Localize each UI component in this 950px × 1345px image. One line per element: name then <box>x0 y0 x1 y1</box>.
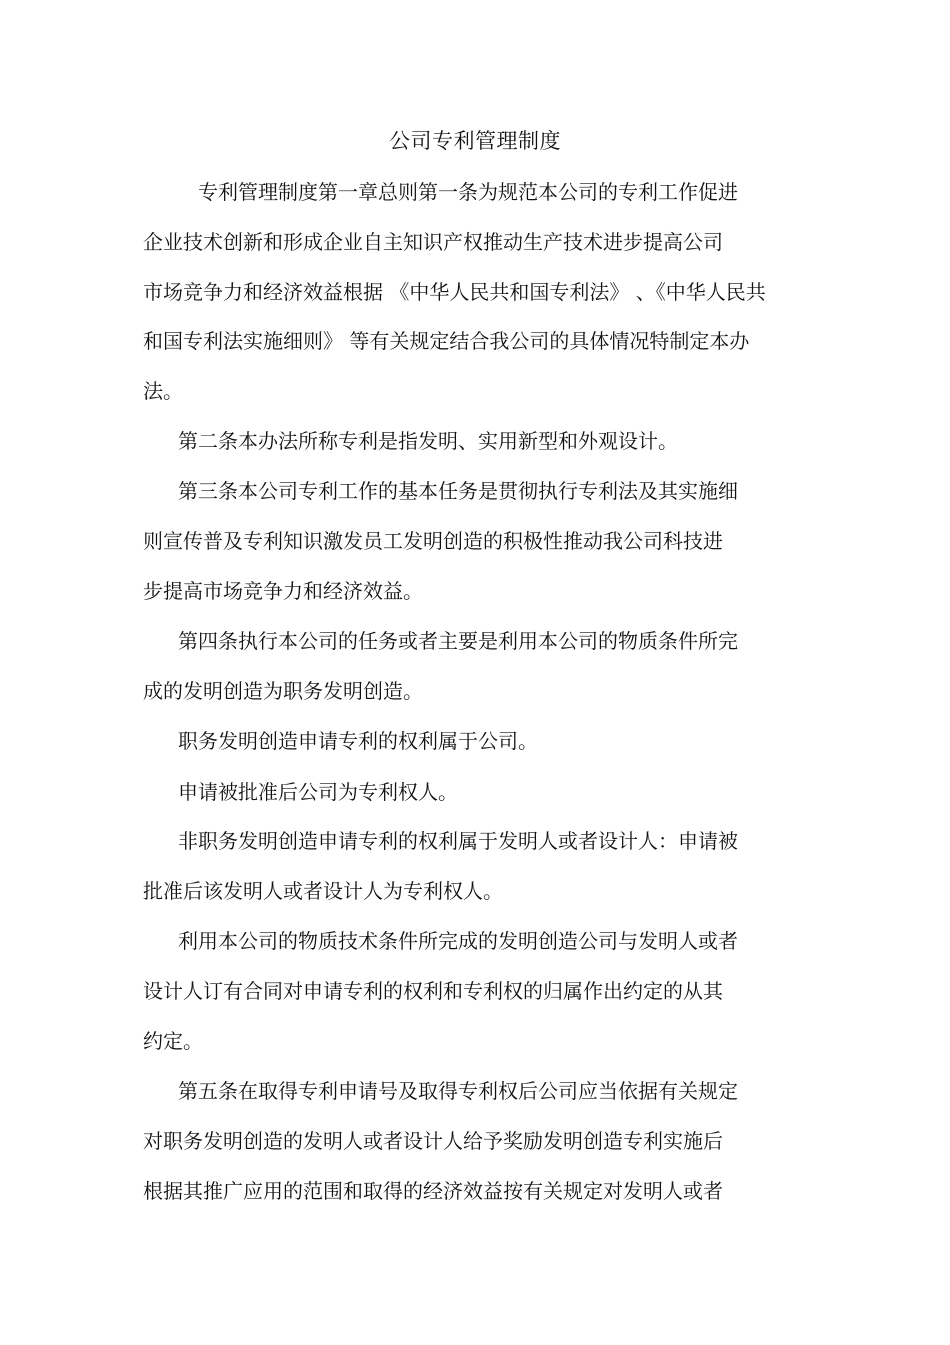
body-line-1: 专利管理制度第一章总则第一条为规范本公司的专利工作促进 <box>198 180 738 204</box>
body-line-6: 第二条本办法所称专利是指发明、实用新型和外观设计。 <box>178 429 678 453</box>
body-line-10: 第四条执行本公司的任务或者主要是利用本公司的物质条件所完 <box>178 629 738 653</box>
body-line-4: 和国专利法实施细则》 等有关规定结合我公司的具体情况特制定本办 <box>143 329 750 353</box>
body-line-13: 申请被批准后公司为专利权人。 <box>178 780 458 804</box>
body-line-20: 对职务发明创造的发明人或者设计人给予奖励发明创造专利实施后 <box>143 1129 723 1153</box>
body-line-2: 企业技术创新和形成企业自主知识产权推动生产技术进步提高公司 <box>143 230 723 254</box>
body-line-9: 步提高市场竞争力和经济效益。 <box>143 579 423 603</box>
body-line-5: 法。 <box>143 379 183 403</box>
body-line-8: 则宣传普及专利知识激发员工发明创造的积极性推动我公司科技进 <box>143 529 723 553</box>
body-line-14: 非职务发明创造申请专利的权利属于发明人或者设计人：申请被 <box>178 829 738 853</box>
body-line-11: 成的发明创造为职务发明创造。 <box>143 679 423 703</box>
body-line-21: 根据其推广应用的范围和取得的经济效益按有关规定对发明人或者 <box>143 1179 723 1203</box>
body-line-19: 第五条在取得专利申请号及取得专利权后公司应当依据有关规定 <box>178 1079 738 1103</box>
body-line-12: 职务发明创造申请专利的权利属于公司。 <box>178 729 538 753</box>
document-title: 公司专利管理制度 <box>389 129 561 153</box>
body-line-18: 约定。 <box>143 1029 203 1053</box>
body-line-15: 批准后该发明人或者设计人为专利权人。 <box>143 879 503 903</box>
body-line-3: 市场竞争力和经济效益根据 《中华人民共和国专利法》 、《中华人民共 <box>143 280 766 304</box>
body-line-17: 设计人订有合同对申请专利的权利和专利权的归属作出约定的从其 <box>143 979 723 1003</box>
body-line-16: 利用本公司的物质技术条件所完成的发明创造公司与发明人或者 <box>178 929 738 953</box>
body-line-7: 第三条本公司专利工作的基本任务是贯彻执行专利法及其实施细 <box>178 479 738 503</box>
